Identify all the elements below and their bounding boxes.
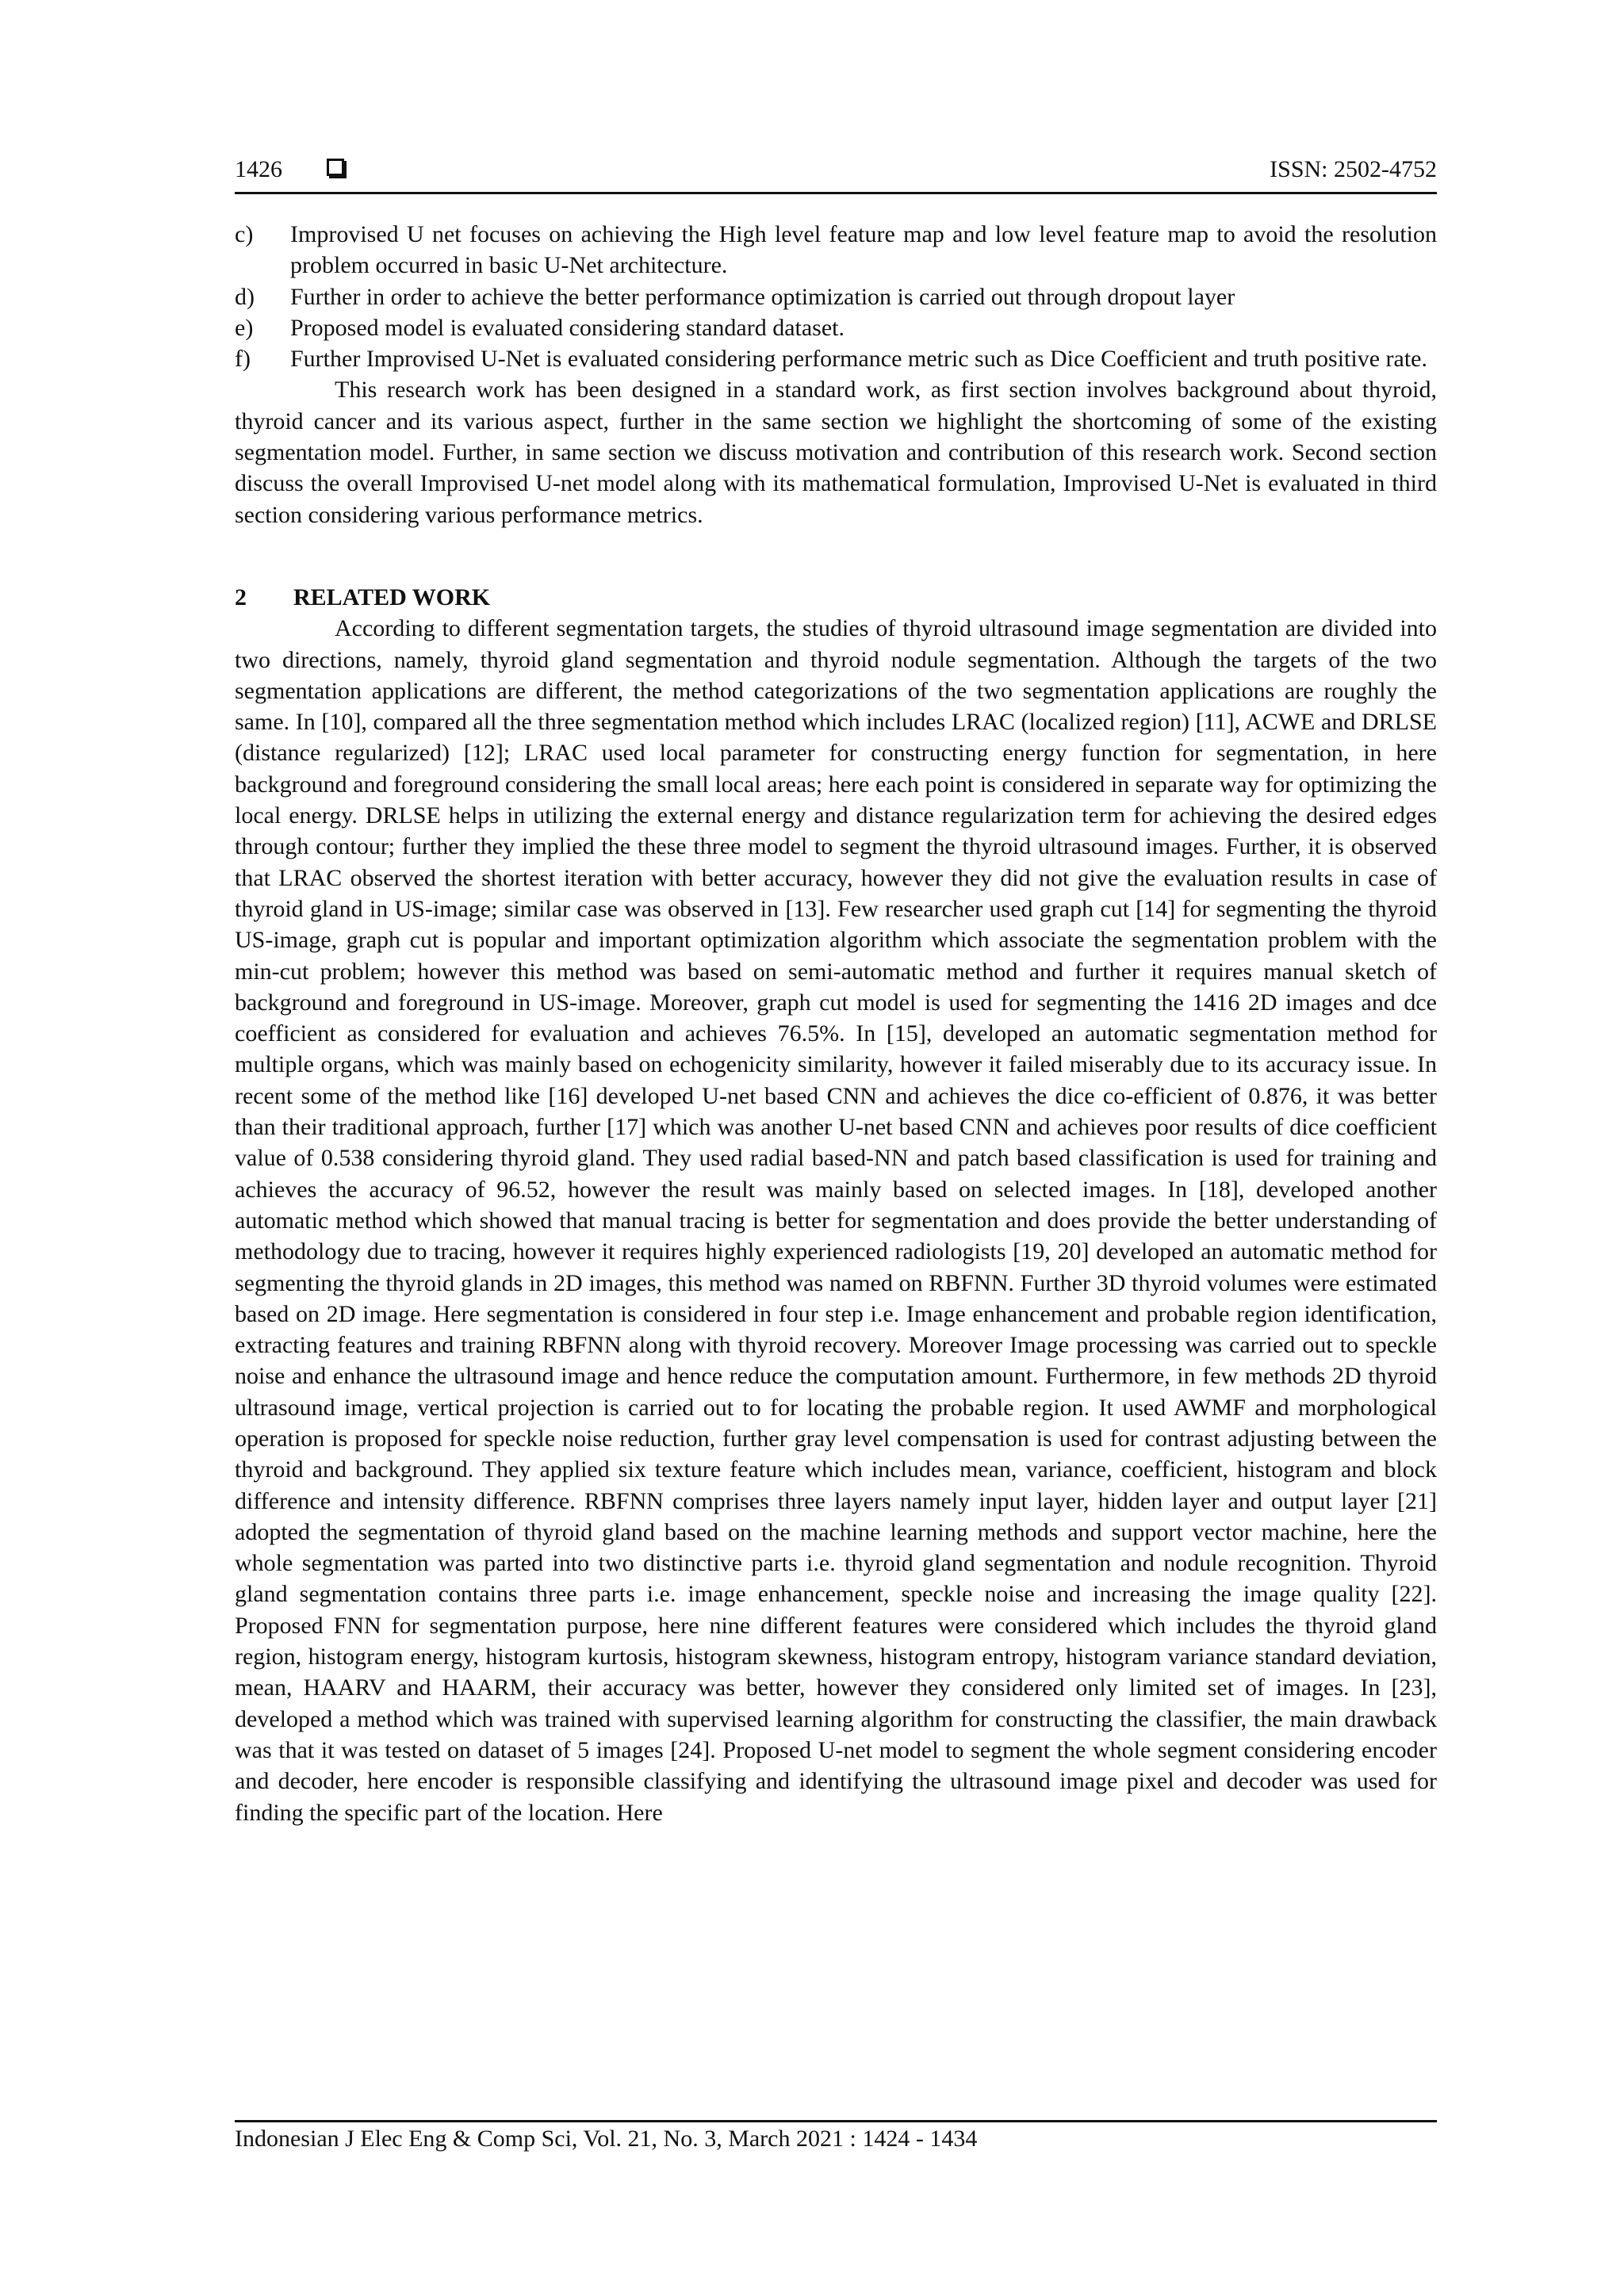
list-item <box>235 312 1437 343</box>
list-item <box>235 281 1437 312</box>
page-number: 1426 <box>235 156 282 182</box>
list-item <box>235 219 1437 281</box>
list-marker: e) <box>235 314 254 341</box>
list-item-text: Proposed model is evaluated considering standard dataset. <box>290 314 845 341</box>
section-title: RELATED WORK <box>293 584 491 610</box>
list-marker: c) <box>235 221 254 247</box>
header-rule <box>235 192 1437 194</box>
body-text <box>235 219 1437 1828</box>
list-item-text: Further Improvised U-Net is evaluated considering performance metric such as Dice Coefficient and truth positive rate. <box>290 346 1427 373</box>
list-item-text: Further in order to achieve the better performance optimization is carried out through dropout layer <box>290 283 1235 310</box>
journal-footer: Indonesian J Elec Eng & Comp Sci, Vol. 21, No. 3, March 2021 : 1424 - 1434 <box>235 2126 978 2152</box>
page-header <box>235 155 1437 190</box>
related-work-paragraph: According to different segmentation targets, the studies of thyroid ultrasound image segmentation are divided into two directions, namely, thyroid gland segmentation and thyroid nodule segmentation. Although the targets of the two segmentation applications are different, the method categorizations of the two segmentation applications are roughly the same. In [10], compared all the three segmentation method which includes LRAC (localized region) [11], ACWE and DRLSE (distance regularized) [12]; LRAC used local parameter for constructing energy function for segmentation, in here background and foreground considering the small local areas; here each point is considered in separate way for optimizing the local energy. DRLSE helps in utilizing the external energy and distance regularization term for achieving the desired edges through contour; further they implied the these three model to segment the thyroid ultrasound images. Further, it is observed that LRAC observed the shortest iteration with better accuracy, however they did not give the evaluation results in case of thyroid gland in US-image; similar case was observed in [13]. Few researcher used graph cut [14] for segmenting the thyroid US-image, graph cut is popular and important optimization algorithm which associate the segmentation problem with the min-cut problem; however this method was based on semi-automatic method and further it requires manual sketch of background and foreground in US-image. Moreover, graph cut model is used for segmenting the 1416 2D images and dce coefficient as considered for evaluation and achieves 76.5%. In [15], developed an automatic segmentation method for multiple organs, which was mainly based on echogenicity similarity, however it failed miserably due to its accuracy issue. In recent some of the method like [16] developed U-net based CNN and achieves the dice co-efficient of 0.876, it was better than their traditional approach, further [17] which was another U-net based CNN and achieves poor results of dice coefficient value of 0.538 considering thyroid gland. They used radial based-NN and patch based classification is used for training and achieves the accuracy of 96.52, however the result was mainly based on selected images. In [18], developed another automatic method which showed that manual tracing is better for segmentation and does provide the better understanding of methodology due to tracing, however it requires highly experienced radiologists [19, 20] developed an automatic method for segmenting the thyroid glands in 2D images, this method was named on RBFNN. Further 3D thyroid volumes were estimated based on 2D image. Here segmentation is considered in four step i.e. Image enhancement and probable region identification, extracting features and training RBFNN along with thyroid recovery. Moreover Image processing was carried out to speckle noise and enhance the ultrasound image and hence reduce the computation amount. Furthermore, in few methods 2D thyroid ultrasound image, vertical projection is carried out to for locating the probable region. It used AWMF and morphological operation is proposed for speckle noise reduction, further gray level compensation is used for contrast adjusting between the thyroid and background. They applied six texture feature which includes mean, variance, coefficient, histogram and block difference and intensity difference. RBFNN comprises three layers namely input layer, hidden layer and output layer [21] adopted the segmentation of thyroid gland based on the machine learning methods and support vector machine, here the whole segmentation was parted into two distinctive parts i.e. thyroid gland segmentation and nodule recognition. Thyroid gland segmentation contains three parts i.e. image enhancement, speckle noise and increasing the image quality [22]. Proposed FNN for segmentation purpose, here nine different features were considered which includes the thyroid gland region, histogram energy, histogram kurtosis, histogram skewness, histogram entropy, histogram variance standard deviation, mean, HAARV and HAARM, their accuracy was better, however they considered only limited set of images. In [23], developed a method which was trained with supervised learning algorithm for constructing the classifier, the main drawback was that it was tested on dataset of 5 images [24]. Proposed U-net model to segment the whole segment considering encoder and decoder, here encoder is responsible classifying and identifying the ultrasound image pixel and decoder was used for finding the specific part of the location. Here <box>235 615 1437 1826</box>
list-marker: d) <box>235 283 255 310</box>
section-number: 2 <box>235 584 247 610</box>
intro-paragraph: This research work has been designed in a standard work, as first section involves background about thyroid, thyroid cancer and its various aspect, further in the same section we highlight the shortcoming of some of the existing segmentation model. Further, in same section we discuss motivation and contribution of this research work. Second section discuss the overall Improvised U-net model along with its mathematical formulation, Improvised U-Net is evaluated in third section considering various performance metrics. <box>235 377 1437 528</box>
list-marker: f) <box>235 346 251 373</box>
section-heading <box>235 582 1437 613</box>
list-item-text: Improvised U net focuses on achieving the High level feature map and low level feature map to avoid the resolution problem occurred in basic U-Net architecture. <box>290 221 1437 279</box>
list-item <box>235 343 1437 374</box>
issn-label: ISSN: 2502-4752 <box>1270 156 1437 182</box>
checkbox-square-icon <box>327 159 344 176</box>
